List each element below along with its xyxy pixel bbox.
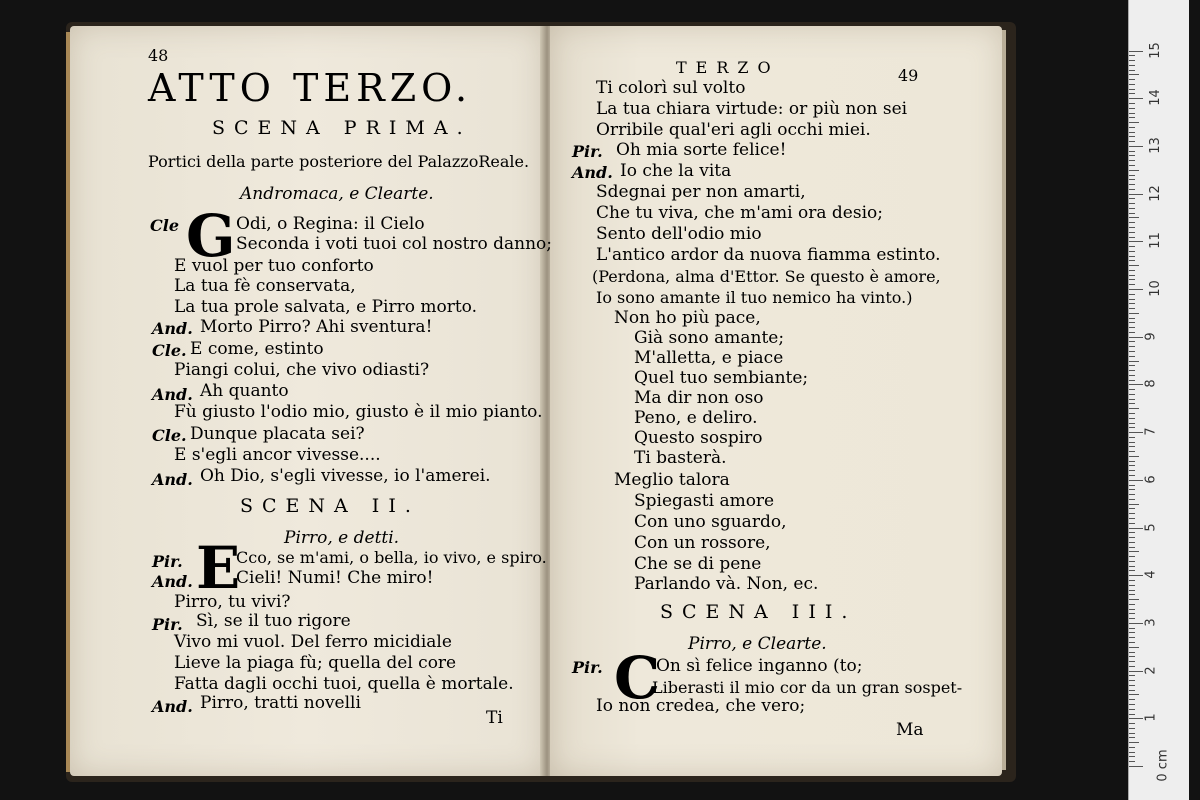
speaker-label: And.: [572, 163, 613, 182]
ruler-tick: [1129, 222, 1135, 223]
ruler-tick: [1129, 642, 1135, 643]
ruler-tick: [1129, 652, 1135, 653]
ruler-tick: [1129, 604, 1135, 605]
ruler-tick: [1129, 528, 1143, 529]
ruler-number: 1: [1143, 713, 1159, 722]
ruler-tick: [1129, 580, 1135, 581]
speaker-label: And.: [152, 385, 193, 404]
speaker-label: And.: [152, 470, 193, 489]
ruler-tick: [1129, 747, 1135, 748]
ruler-tick: [1129, 485, 1135, 486]
verse-line: Lieve la piaga fù; quella del core: [174, 653, 457, 673]
verse-line: Oh Dio, s'egli vivesse, io l'amerei.: [200, 466, 491, 486]
verse-line: La tua fè conservata,: [174, 276, 356, 296]
ruler-tick: [1129, 518, 1135, 519]
ruler-tick: [1129, 375, 1135, 376]
ruler-tick: [1129, 79, 1135, 80]
ruler-tick: [1129, 122, 1139, 123]
verse-line: Fù giusto l'odio mio, giusto è il mio pianto.: [174, 402, 543, 422]
ruler-tick: [1129, 217, 1139, 218]
ruler-number: 13: [1147, 137, 1163, 154]
verse-line: M'alletta, e piace: [634, 348, 784, 368]
ruler-tick: [1129, 189, 1135, 190]
verse-line: La tua chiara virtude: or più non sei: [596, 99, 908, 119]
ruler-tick: [1129, 241, 1143, 242]
ruler-tick: [1129, 675, 1135, 676]
ruler-tick: [1129, 146, 1143, 147]
ruler-tick: [1129, 370, 1135, 371]
ruler-tick: [1129, 742, 1139, 743]
ruler-tick: [1129, 556, 1135, 557]
speaker-label: Cle.: [152, 426, 187, 445]
left-catchword: Ti: [486, 708, 503, 728]
ruler-tick: [1129, 475, 1135, 476]
verse-line: Con un rossore,: [634, 533, 771, 553]
ruler-tick: [1129, 666, 1135, 667]
ruler-tick: [1129, 461, 1135, 462]
verse-line: Cieli! Numi! Che miro!: [236, 568, 434, 588]
speaker-label: Pir.: [572, 142, 603, 161]
ruler-tick: [1129, 279, 1135, 280]
act-title: ATTO TERZO.: [148, 66, 473, 110]
ruler-tick: [1129, 761, 1135, 762]
verse-line: Fatta dagli occhi tuoi, quella è mortale.: [174, 674, 514, 694]
ruler-tick: [1129, 756, 1135, 757]
ruler-tick: [1129, 74, 1139, 75]
ruler-tick: [1129, 341, 1135, 342]
ruler-tick: [1129, 427, 1135, 428]
verse-line: On sì felice inganno (to;: [656, 656, 863, 676]
ruler-tick: [1129, 599, 1139, 600]
ruler-tick: [1129, 671, 1143, 672]
ruler-tick: [1129, 728, 1135, 729]
ruler-tick: [1129, 647, 1139, 648]
ruler-tick: [1129, 628, 1135, 629]
ruler-tick: [1129, 590, 1135, 591]
ruler-tick: [1129, 656, 1135, 657]
ruler-tick: [1129, 318, 1135, 319]
verse-line: Liberasti il mio cor da un gran sospet-: [652, 678, 963, 697]
ruler-tick: [1129, 265, 1139, 266]
ruler-number: 8: [1143, 379, 1159, 389]
ruler-number: 0 cm: [1155, 749, 1171, 782]
scene2-title: SCENA II.: [240, 495, 420, 517]
ruler-tick: [1129, 136, 1135, 137]
ruler-tick: [1129, 127, 1135, 128]
speaker-label: And.: [152, 572, 193, 591]
ruler-tick: [1129, 313, 1139, 314]
ruler-tick: [1129, 432, 1143, 433]
ruler-number: 15: [1147, 41, 1163, 59]
ruler-tick: [1129, 275, 1135, 276]
verse-line: Piangi colui, che vivo odiasti?: [174, 360, 430, 380]
ruler-tick: [1129, 403, 1135, 404]
ruler-tick: [1129, 446, 1135, 447]
ruler-tick: [1129, 294, 1135, 295]
verse-line: Io non credea, che vero;: [596, 696, 806, 716]
verse-line: Ah quanto: [200, 381, 289, 401]
scene3-characters: Pirro, e Clearte.: [688, 634, 827, 654]
ruler-tick: [1129, 184, 1135, 185]
ruler-tick: [1129, 327, 1135, 328]
drop-cap-c: C: [614, 644, 661, 712]
speaker-label: Cle.: [152, 341, 187, 360]
ruler-tick: [1129, 256, 1135, 257]
ruler-tick: [1129, 103, 1135, 104]
ruler-tick: [1129, 504, 1139, 505]
verse-line: E come, estinto: [190, 339, 324, 359]
speaker-label: Pir.: [152, 552, 183, 571]
ruler-tick: [1129, 170, 1139, 171]
ruler-tick: [1129, 113, 1135, 114]
verse-line: Pirro, tratti novelli: [200, 693, 361, 713]
ruler-tick: [1129, 60, 1135, 61]
ruler-number: 14: [1147, 89, 1163, 106]
right-catchword: Ma: [896, 720, 924, 740]
verse-line: Questo sospiro: [634, 428, 763, 448]
ruler-tick: [1129, 93, 1135, 94]
speaker-label: And.: [152, 319, 193, 338]
drop-cap-e: E: [196, 534, 241, 602]
ruler-tick: [1129, 680, 1135, 681]
ruler-tick: [1129, 561, 1135, 562]
verse-line: Spiegasti amore: [634, 491, 775, 511]
ruler-tick: [1129, 413, 1135, 414]
ruler-tick: [1129, 346, 1135, 347]
ruler-tick: [1129, 723, 1135, 724]
scene1-title: SCENA PRIMA.: [212, 117, 472, 139]
verse-line: Io che la vita: [620, 161, 732, 181]
scene2-characters: Pirro, e detti.: [284, 528, 400, 548]
ruler-tick: [1129, 570, 1135, 571]
ruler-tick: [1129, 699, 1135, 700]
ruler-tick: [1129, 566, 1135, 567]
ruler-tick: [1129, 165, 1135, 166]
ruler-tick: [1129, 361, 1139, 362]
verse-line: (Perdona, alma d'Ettor. Se questo è amore,: [592, 267, 941, 286]
drop-cap-g: G: [186, 202, 236, 270]
verse-line: Vivo mi vuol. Del ferro micidiale: [174, 632, 452, 652]
speaker-label: Pir.: [152, 615, 183, 634]
ruler-tick: [1129, 351, 1135, 352]
ruler-tick: [1129, 718, 1143, 719]
ruler-tick: [1129, 613, 1135, 614]
ruler-tick: [1129, 155, 1135, 156]
ruler-tick: [1129, 766, 1143, 767]
ruler-tick: [1129, 632, 1135, 633]
ruler-tick: [1129, 575, 1143, 576]
ruler-tick: [1129, 508, 1135, 509]
ruler-tick: [1129, 251, 1135, 252]
ruler-tick: [1129, 623, 1143, 624]
ruler-tick: [1129, 523, 1135, 524]
verse-line: Parlando và. Non, ec.: [634, 574, 819, 594]
ruler-tick: [1129, 160, 1135, 161]
ruler-tick: [1129, 89, 1135, 90]
ruler-tick: [1129, 65, 1135, 66]
ruler-tick: [1129, 303, 1135, 304]
verse-line: Sì, se il tuo rigore: [196, 611, 351, 631]
ruler-number: 3: [1143, 618, 1159, 627]
verse-line: Ti colorì sul volto: [596, 78, 746, 98]
verse-line: Oh mia sorte felice!: [616, 140, 787, 160]
verse-line: Sdegnai per non amarti,: [596, 182, 806, 202]
ruler-tick: [1129, 480, 1143, 481]
ruler-tick: [1129, 84, 1135, 85]
ruler-tick: [1129, 51, 1143, 52]
ruler-tick: [1129, 208, 1135, 209]
ruler-tick: [1129, 384, 1143, 385]
verse-line: Sento dell'odio mio: [596, 224, 762, 244]
ruler-tick: [1129, 618, 1135, 619]
ruler-tick: [1129, 213, 1135, 214]
ruler-tick: [1129, 423, 1135, 424]
ruler-tick: [1129, 380, 1135, 381]
ruler-tick: [1129, 198, 1135, 199]
ruler-tick: [1129, 151, 1135, 152]
ruler-tick: [1129, 585, 1135, 586]
ruler-number: 9: [1143, 332, 1159, 341]
verse-line: Io sono amante il tuo nemico ha vinto.): [596, 288, 913, 307]
verse-line: Odi, o Regina: il Cielo: [236, 214, 425, 234]
running-head: TERZO: [676, 58, 780, 77]
verse-line: Pirro, tu vivi?: [174, 592, 291, 612]
ruler-tick: [1129, 437, 1135, 438]
ruler-tick: [1129, 260, 1135, 261]
verse-line: Peno, e deliro.: [634, 408, 758, 428]
ruler-tick: [1129, 308, 1135, 309]
scene1-setting: Portici della parte posteriore del PalazzoReale.: [148, 152, 530, 171]
ruler-tick: [1129, 489, 1135, 490]
ruler-tick: [1129, 752, 1135, 753]
ruler-tick: [1129, 499, 1135, 500]
measuring-ruler: [1128, 0, 1189, 800]
ruler-number: 2: [1143, 665, 1159, 675]
ruler-tick: [1129, 141, 1135, 142]
ruler-tick: [1129, 594, 1135, 595]
ruler-tick: [1129, 408, 1139, 409]
right-page-number: 49: [898, 66, 919, 85]
ruler-tick: [1129, 332, 1135, 333]
ruler-tick: [1129, 55, 1135, 56]
ruler-number: 5: [1143, 522, 1159, 532]
ruler-tick: [1129, 237, 1135, 238]
ruler-tick: [1129, 661, 1135, 662]
ruler-tick: [1129, 270, 1135, 271]
verse-line: Orribile qual'eri agli occhi miei.: [596, 120, 871, 140]
ruler-tick: [1129, 513, 1135, 514]
ruler-tick: [1129, 232, 1135, 233]
verse-line: Cco, se m'ami, o bella, io vivo, e spiro.: [236, 548, 547, 567]
ruler-tick: [1129, 609, 1135, 610]
verse-line: La tua prole salvata, e Pirro morto.: [174, 297, 477, 317]
ruler-tick: [1129, 465, 1135, 466]
ruler-tick: [1129, 709, 1135, 710]
speaker-label: Pir.: [572, 658, 603, 677]
verse-line: Dunque placata sei?: [190, 424, 365, 444]
ruler-tick: [1129, 337, 1143, 338]
ruler-tick: [1129, 179, 1135, 180]
ruler-tick: [1129, 456, 1139, 457]
ruler-tick: [1129, 714, 1135, 715]
ruler-tick: [1129, 494, 1135, 495]
verse-line: Che se di pene: [634, 554, 762, 574]
verse-line: Quel tuo sembiante;: [634, 368, 809, 388]
ruler-tick: [1129, 365, 1135, 366]
verse-line: Già sono amante;: [634, 328, 785, 348]
ruler-tick: [1129, 70, 1135, 71]
ruler-number: 10: [1147, 280, 1163, 297]
ruler-tick: [1129, 537, 1135, 538]
ruler-tick: [1129, 551, 1139, 552]
ruler-tick: [1129, 117, 1135, 118]
scene3-title: SCENA III.: [660, 601, 857, 623]
ruler-tick: [1129, 299, 1135, 300]
verse-line: Seconda i voti tuoi col nostro danno;: [236, 234, 553, 254]
ruler-number: 7: [1143, 427, 1159, 436]
verse-line: E vuol per tuo conforto: [174, 256, 374, 276]
ruler-tick: [1129, 108, 1135, 109]
scene1-characters: Andromaca, e Clearte.: [240, 184, 434, 204]
ruler-tick: [1129, 451, 1135, 452]
ruler-tick: [1129, 704, 1135, 705]
verse-line: Con uno sguardo,: [634, 512, 787, 532]
ruler-tick: [1129, 389, 1135, 390]
ruler-tick: [1129, 442, 1135, 443]
ruler-tick: [1129, 733, 1135, 734]
speaker-label: Cle: [150, 216, 179, 235]
ruler-tick: [1129, 690, 1135, 691]
verse-line: Ti basterà.: [634, 448, 727, 468]
ruler-tick: [1129, 637, 1135, 638]
ruler-tick: [1129, 284, 1135, 285]
verse-line: Non ho più pace,: [614, 308, 761, 328]
ruler-tick: [1129, 394, 1135, 395]
ruler-tick: [1129, 737, 1135, 738]
ruler-tick: [1129, 694, 1139, 695]
ruler-tick: [1129, 418, 1135, 419]
ruler-tick: [1129, 246, 1135, 247]
ruler-tick: [1129, 98, 1143, 99]
ruler-tick: [1129, 227, 1135, 228]
ruler-tick: [1129, 547, 1135, 548]
verse-line: Meglio talora: [614, 470, 730, 490]
ruler-tick: [1129, 194, 1143, 195]
verse-line: E s'egli ancor vivesse....: [174, 445, 381, 465]
ruler-number: 11: [1147, 232, 1163, 250]
verse-line: Che tu viva, che m'ami ora desio;: [596, 203, 883, 223]
ruler-tick: [1129, 175, 1135, 176]
ruler-tick: [1129, 322, 1135, 323]
ruler-tick: [1129, 685, 1135, 686]
verse-line: Ma dir non oso: [634, 388, 764, 408]
ruler-tick: [1129, 532, 1135, 533]
ruler-tick: [1129, 203, 1135, 204]
ruler-tick: [1129, 132, 1135, 133]
ruler-tick: [1129, 542, 1135, 543]
verse-line: Morto Pirro? Ahi sventura!: [200, 317, 433, 337]
ruler-tick: [1129, 399, 1135, 400]
ruler-tick: [1129, 356, 1135, 357]
ruler-number: 12: [1147, 184, 1163, 202]
left-page-number: 48: [148, 46, 169, 65]
ruler-tick: [1129, 470, 1135, 471]
ruler-number: 6: [1143, 475, 1159, 484]
ruler-number: 4: [1143, 570, 1159, 579]
speaker-label: And.: [152, 697, 193, 716]
ruler-tick: [1129, 289, 1143, 290]
verse-line: L'antico ardor da nuova fiamma estinto.: [596, 245, 941, 265]
